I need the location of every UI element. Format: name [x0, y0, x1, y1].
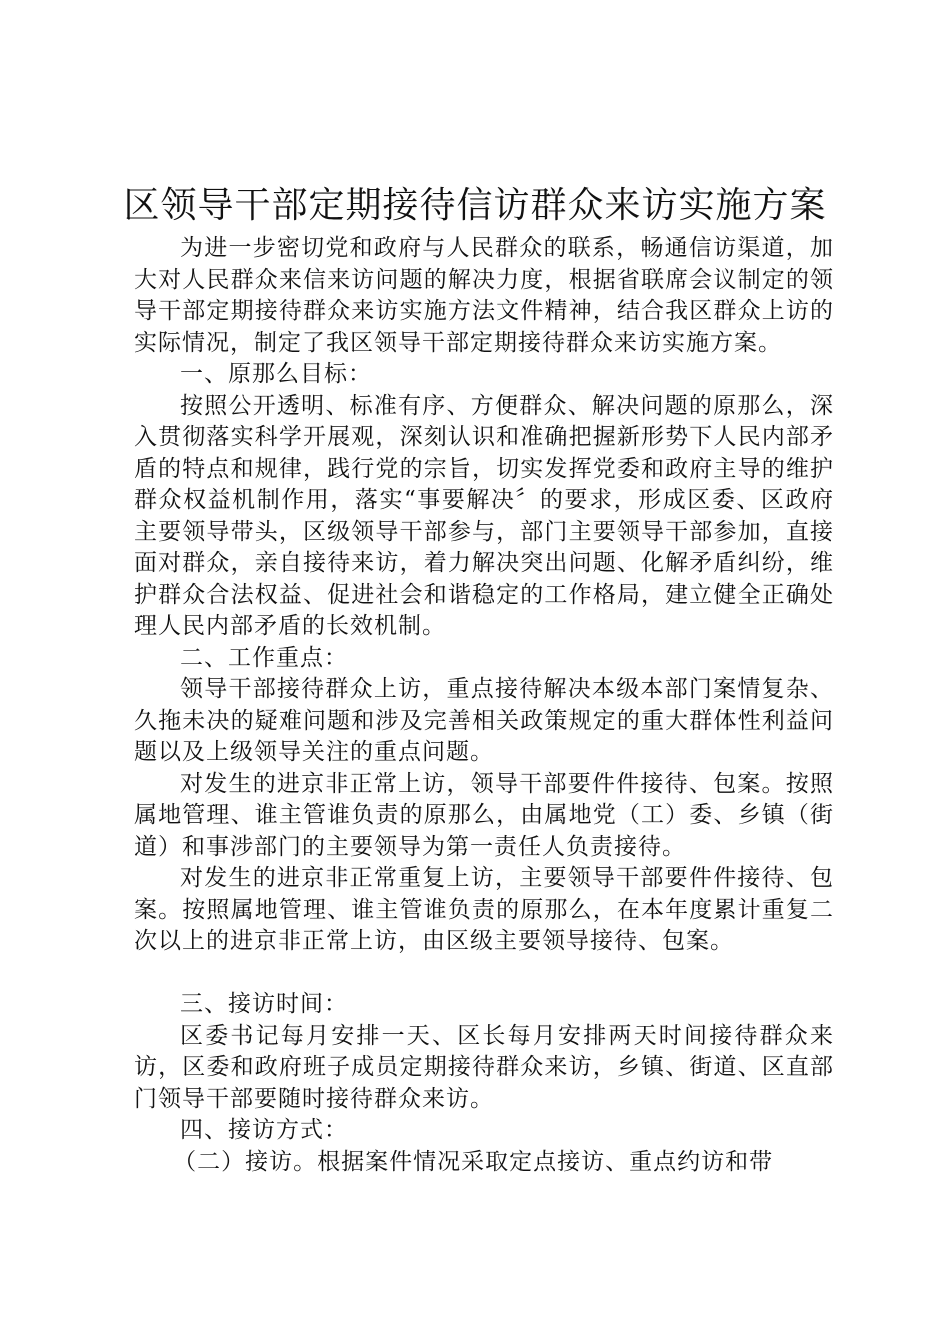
time-paragraph: 区委书记每月安排一天、区长每月安排两天时间接待群众来访，区委和政府班子成员定期接待群众来访，乡镇、街道、区直部门领导干部要随时接待群众来访。	[134, 1022, 834, 1112]
section-heading-method: 四、接访方式：	[180, 1117, 348, 1143]
focus-paragraph: 领导干部接待群众上访，重点接待解决本级本部门案情复杂、久拖未决的疑难问题和涉及完善相关政策规定的重大群体性利益问题以及上级领导关注的重点问题。	[134, 676, 834, 765]
repeat-petition-paragraph: 对发生的进京非正常重复上访，主要领导干部要件件接待、包案。按照属地管理、谁主管谁负责的原那么，在本年度累计重复二次以上的进京非正常上访，由区级主要领导接待、包案。	[134, 865, 834, 954]
document-body	[134, 233, 834, 1178]
document-title: 区领导干部定期接待信访群众来访实施方案	[123, 185, 827, 226]
intro-paragraph: 为进一步密切党和政府与人民群众的联系，畅通信访渠道，加大对人民群众来信来访问题的解决力度，根据省联席会议制定的领导干部定期接待群众来访实施方法文件精神，结合我区群众上访的实际情况，制定了我区领导干部定期接待群众来访实施方案。	[134, 235, 834, 356]
blank-line	[134, 958, 834, 990]
section-heading-time: 三、接访时间：	[180, 991, 348, 1017]
method-paragraph: （二）接访。根据案件情况采取定点接访、重点约访和带	[173, 1148, 774, 1175]
section-heading-principles: 一、原那么目标：	[180, 361, 372, 387]
section-heading-focus: 二、工作重点：	[180, 644, 348, 671]
principles-paragraph: 按照公开透明、标准有序、方便群众、解决问题的原那么，深入贯彻落实科学开展观，深刻认识和准确把握新形势下人民内部矛盾的特点和规律，践行党的宗旨，切实发挥党委和政府主导的维护群众权益机制作用，落实“事要解决〞的要求，形成区委、区政府主要领导带头，区级领导干部参与，部门主要领导干部参加，直接面对群众，亲自接待来访，着力解决突出问题、化解矛盾纠纷，维护群众合法权益、促进社会和谐稳定的工作格局，建立健全正确处理人民内部矛盾的长效机制。	[134, 392, 834, 639]
beijing-petition-paragraph: 对发生的进京非正常上访，领导干部要件件接待、包案。按照属地管理、谁主管谁负责的原那么，由属地党（工）委、乡镇（街道）和事涉部门的主要领导为第一责任人负责接待。	[134, 770, 834, 860]
